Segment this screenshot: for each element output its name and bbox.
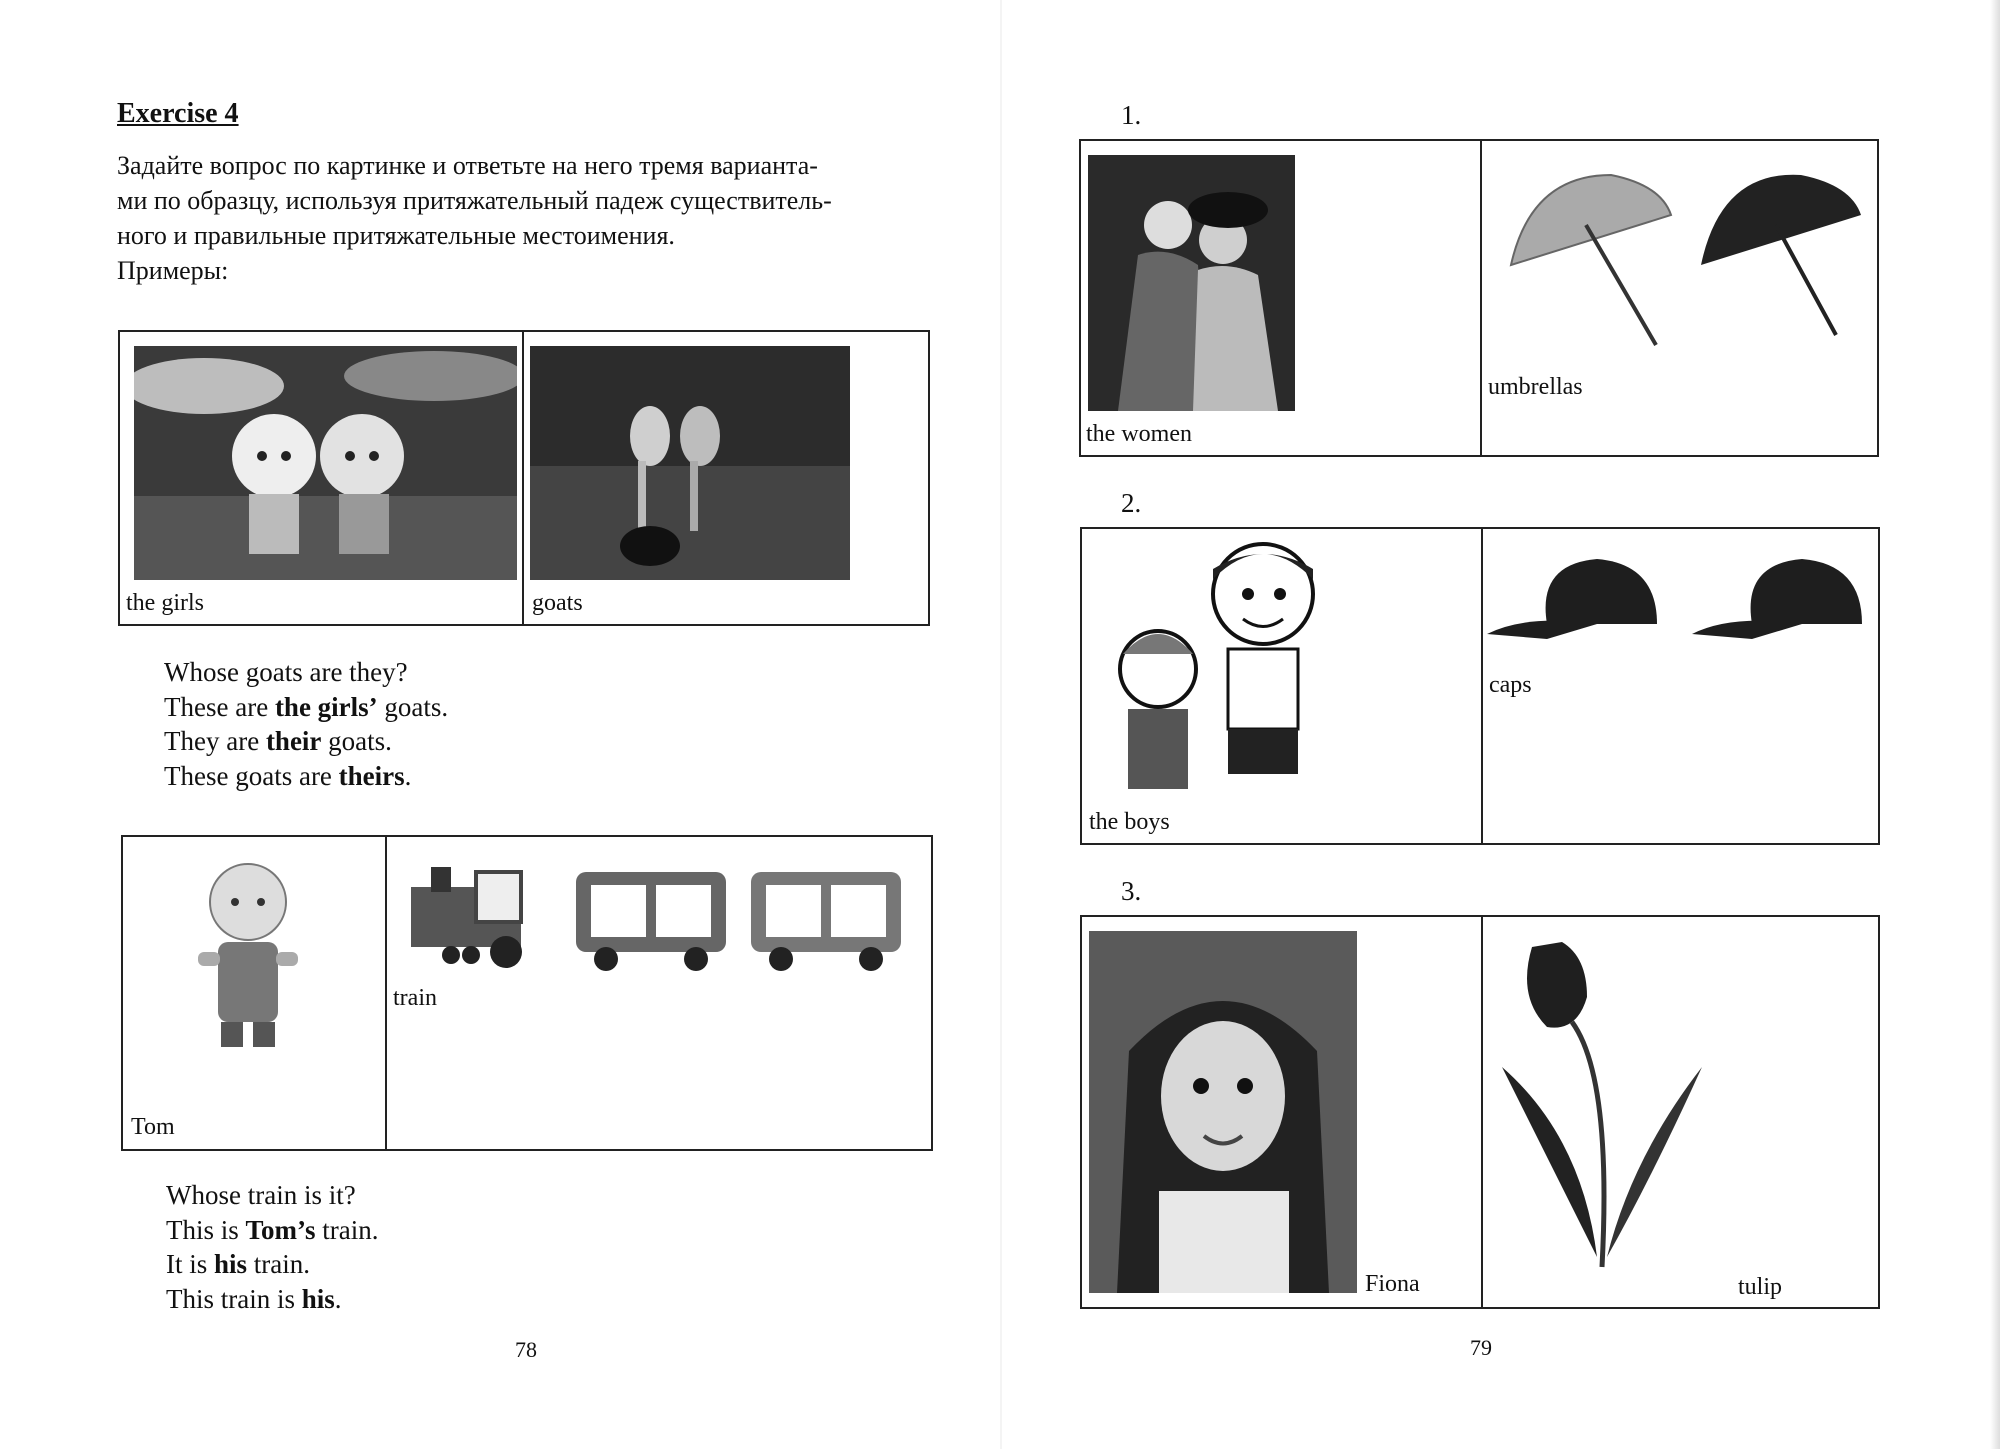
- item-caption: train: [393, 985, 437, 1011]
- table-divider: [1480, 141, 1482, 455]
- examples-label: Примеры:: [117, 256, 229, 285]
- item-caption: goats: [532, 590, 583, 616]
- task3-table: [1080, 915, 1880, 1309]
- page-number-right: 79: [1470, 1335, 1492, 1360]
- boys-image: [1088, 539, 1358, 809]
- tulip-image: [1502, 937, 1732, 1287]
- task-number: 1.: [1121, 100, 1142, 130]
- table-divider: [522, 332, 524, 624]
- owner-caption: Tom: [131, 1114, 175, 1140]
- train-image: [391, 847, 921, 977]
- task-number: 2.: [1121, 488, 1142, 518]
- item-caption: caps: [1489, 672, 1532, 698]
- page-edge: [1990, 0, 2000, 1449]
- instructions: [117, 148, 937, 288]
- example2-sentences: [166, 1178, 379, 1316]
- instruction-line: Задайте вопрос по картинке и ответьте на него тремя варианта-: [117, 151, 818, 180]
- instruction-line: ми по образцу, используя притяжательный падеж существитель-: [117, 186, 832, 215]
- sentence-line: These goats are theirs.: [164, 760, 412, 791]
- table-divider: [1481, 917, 1483, 1307]
- goats-image: [530, 346, 850, 580]
- example2-table: [121, 835, 933, 1151]
- table-divider: [1481, 529, 1483, 843]
- owner-caption: the women: [1086, 421, 1192, 447]
- task1-table: [1079, 139, 1879, 457]
- task-number: 3.: [1121, 876, 1142, 906]
- sentence-line: This is Tom’s train.: [166, 1214, 379, 1245]
- example1-sentences: [164, 655, 448, 793]
- owner-caption: the girls: [126, 590, 204, 616]
- exercise-heading: Exercise 4: [117, 98, 239, 129]
- page-number-left: 78: [515, 1337, 537, 1362]
- sentence-line: Whose goats are they?: [164, 657, 408, 687]
- fiona-image: [1089, 931, 1357, 1293]
- item-caption: tulip: [1738, 1274, 1783, 1300]
- tom-image: [183, 857, 313, 1057]
- umbrellas-image: [1491, 155, 1871, 355]
- sentence-line: It is his train.: [166, 1249, 311, 1279]
- women-image: [1088, 155, 1295, 411]
- girls-image: [134, 346, 517, 580]
- sentence-line: These are the girls’ goats.: [164, 691, 449, 722]
- instruction-line: ного и правильные притяжательные местоимения.: [117, 221, 675, 250]
- example1-table: [118, 330, 930, 626]
- sentence-line: This train is his.: [166, 1283, 342, 1314]
- caps-image: [1487, 554, 1877, 644]
- owner-caption: the boys: [1089, 809, 1170, 835]
- item-caption: umbrellas: [1488, 374, 1583, 400]
- sentence-line: Whose train is it?: [166, 1180, 356, 1210]
- table-divider: [385, 837, 387, 1149]
- book-gutter: [1000, 0, 1002, 1449]
- sentence-line: They are their goats.: [164, 726, 392, 756]
- task2-table: [1080, 527, 1880, 845]
- owner-caption: Fiona: [1365, 1271, 1420, 1297]
